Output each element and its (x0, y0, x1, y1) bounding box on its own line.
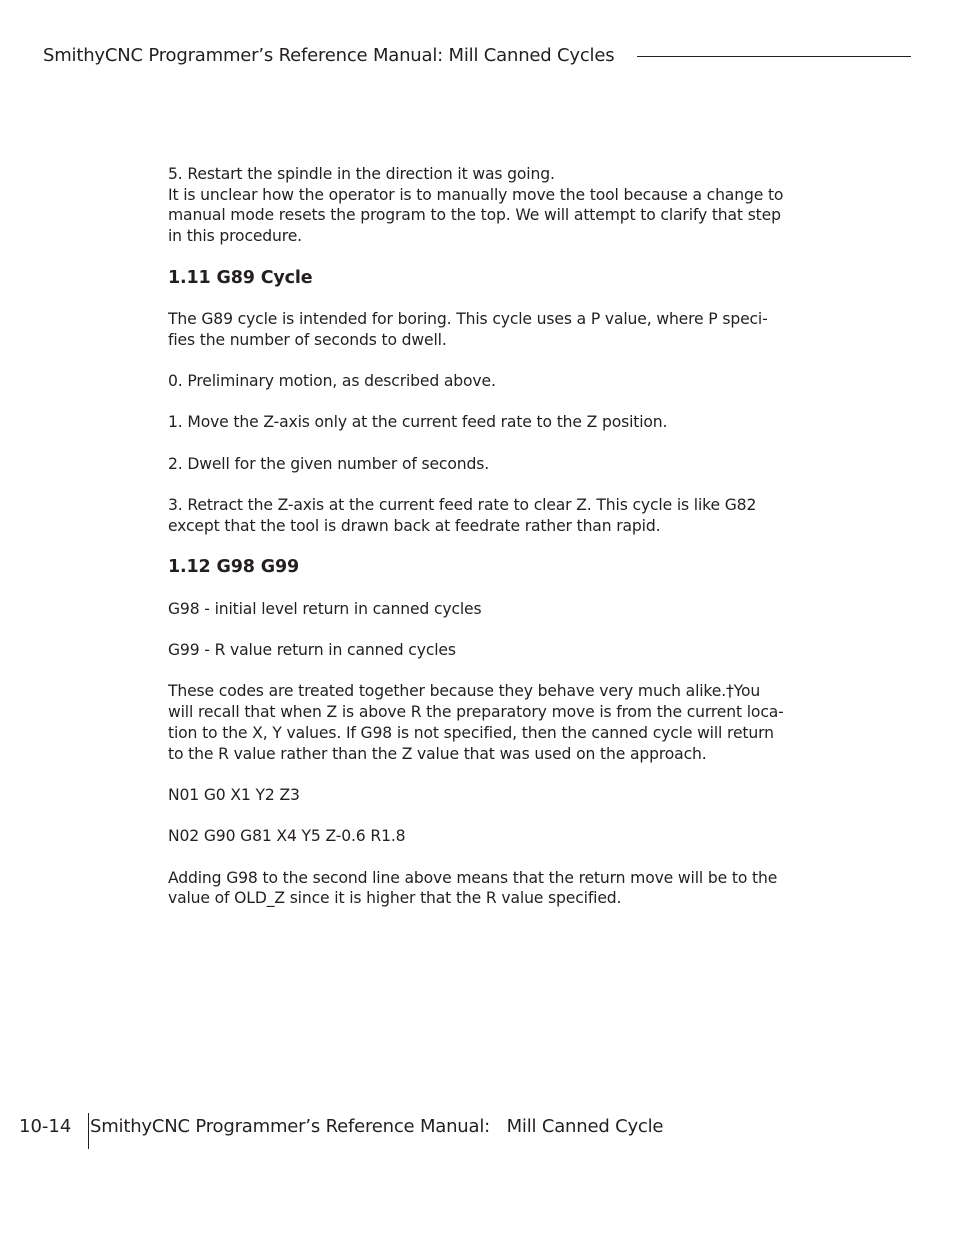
footer-divider (88, 1113, 89, 1149)
page-number: 10-14 (19, 1116, 72, 1137)
paragraph-g98-definition: G98 - initial level return in canned cycles (168, 599, 482, 618)
code-line-n02: N02 G90 G81 X4 Y5 Z-0.6 R1.8 (168, 827, 406, 846)
header-rule (637, 56, 911, 57)
running-footer-title: SmithyCNC Programmer’s Reference Manual: Mill Canned Cycle (90, 1116, 664, 1137)
paragraph-codes-explanation: These codes are treated together because they behave very much alike.†You will recall that when Z is above R the preparatory move is from the current loca- tion to the X, Y values. If G98 is not specified, then the canned cycle will return to the R value rather than the Z value that was used on the approach. (168, 682, 784, 763)
page-body (168, 164, 793, 909)
paragraph-unclear-manual-move: It is unclear how the operator is to manually move the tool because a change to manual mode resets the program to the top. We will attempt to clarify that step in this procedure. (168, 185, 784, 246)
running-header-title: SmithyCNC Programmer’s Reference Manual: Mill Canned Cycles (43, 45, 615, 66)
paragraph-step-5: 5. Restart the spindle in the direction it was going. (168, 165, 555, 183)
paragraph-g89-intro: The G89 cycle is intended for boring. This cycle uses a P value, where P speci- fies the number of seconds to dwell. (168, 309, 768, 349)
paragraph-step-0: 0. Preliminary motion, as described above. (168, 371, 496, 390)
paragraph-adding-g98: Adding G98 to the second line above means that the return move will be to the value of OLD_Z since it is higher that the R value specified. (168, 868, 778, 908)
paragraph-step-1: 1. Move the Z-axis only at the current feed rate to the Z position. (168, 413, 668, 432)
paragraph-g99-definition: G99 - R value return in canned cycles (168, 641, 456, 660)
section-heading-g89: 1.11 G89 Cycle (168, 267, 313, 288)
paragraph-step-2: 2. Dwell for the given number of seconds. (168, 454, 489, 473)
code-line-n01: N01 G0 X1 Y2 Z3 (168, 785, 300, 804)
section-heading-g98-g99: 1.12 G98 G99 (168, 557, 299, 578)
paragraph-step-3: 3. Retract the Z-axis at the current feed rate to clear Z. This cycle is like G82 except that the tool is drawn back at feedrate rather than rapid. (168, 496, 757, 535)
